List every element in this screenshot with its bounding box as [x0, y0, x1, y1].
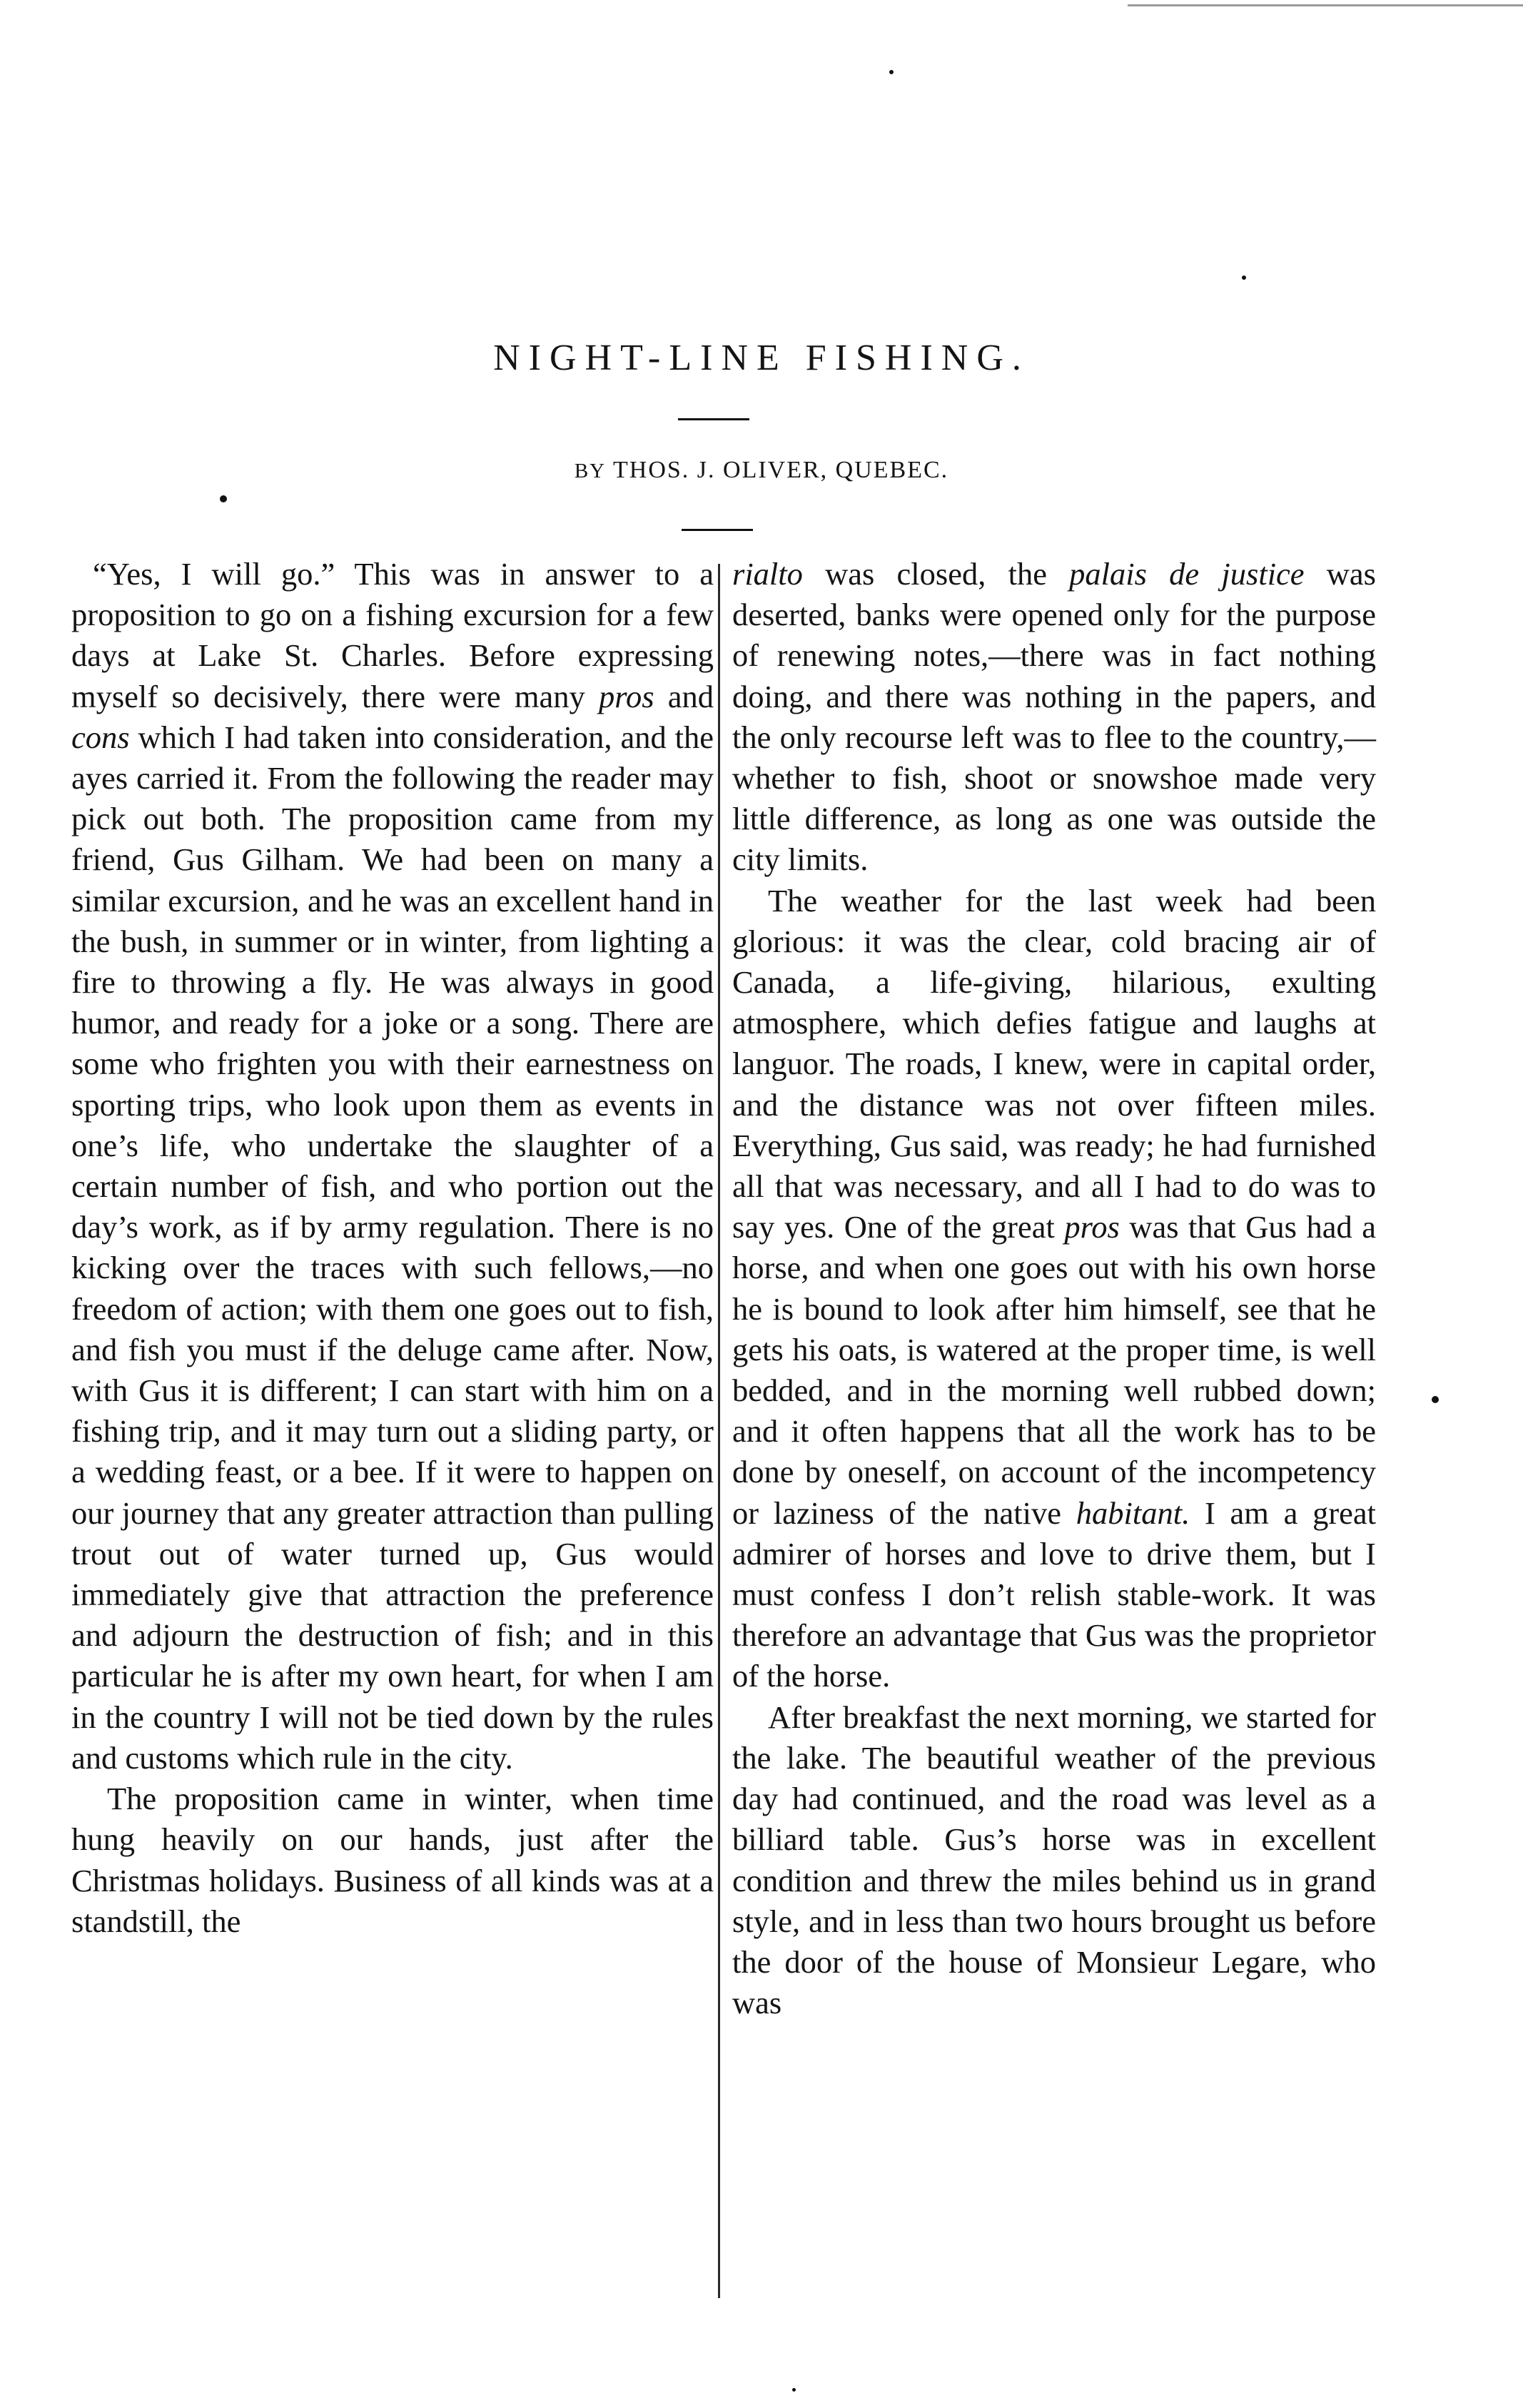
text-run: was closed, the: [825, 556, 1047, 592]
byline-prefix: BY: [574, 460, 607, 482]
paragraph: [71, 554, 714, 1779]
italic-term: habitant.: [1076, 1494, 1190, 1531]
left-column: [71, 554, 714, 1942]
byline: [0, 457, 1523, 484]
text-run: “Yes, I will go.” This was in answer to a proposition to go on a fishing excursion for a few days at Lake St. Charles. Before expressing myself so decisively, there were many: [71, 556, 714, 714]
text-run: was deserted, banks were opened only for the purpose of renewing notes,—there was in fact nothing doing, and there was nothing in the papers, and the only recourse left was to flee to the country,—whether to fish, shoot or snowshoe made very little difference, as long as one was outside the city limits.: [732, 556, 1376, 878]
text-run: was that Gus had a horse, and when one goes out with his own horse he is bound to look after him himself, see that he gets his oats, is watered at the proper time, is well bedded, and in the morning well rubbed down; and it often happens that all the work has to be done by oneself, on account of the incompetency or laziness of the native: [732, 1209, 1377, 1531]
print-speck: [889, 70, 894, 74]
top-edge-rule: [1128, 4, 1523, 6]
print-speck: [792, 2388, 796, 2392]
italic-term: rialto: [732, 556, 803, 592]
title-rule: [678, 418, 749, 420]
byline-rule: [682, 529, 753, 531]
text-run: I am a great admirer of horses and love to drive them, but I must confess I don’t relish stable-work. It was therefore an advantage that Gus was the proprietor of the horse.: [732, 1494, 1377, 1694]
print-speck: [1432, 1396, 1439, 1403]
print-speck: [220, 495, 227, 502]
text-run: The weather for the last week had been glorious: it was the clear, cold bracing air of Canada, a life-giving, hilarious, exulting atmosphere, which defies fatigue and laughs at languor. The roads, I knew, were in capital order, and the distance was not over fifteen miles. Everything, Gus said, was ready; he had furnished all that was necessary, and all I had to do was to say yes. One of the great: [732, 882, 1376, 1245]
right-column: [732, 554, 1376, 2023]
column-divider: [718, 564, 720, 2298]
text-run: and: [667, 678, 714, 714]
italic-term: pros: [599, 678, 654, 714]
print-speck: [1242, 275, 1246, 280]
article-title: NIGHT-LINE FISHING.: [493, 338, 1030, 378]
paragraph: [732, 881, 1376, 1697]
paragraph: After breakfast the next morning, we started for the lake. The beautiful weather of the previous day had continued, and the road was level as a billiard table. Gus’s horse was in excellent condition and threw the miles behind us in grand style, and in less than two hours brought us before the door of the house of Monsieur Legare, who was: [732, 1699, 1376, 2021]
byline-author: THOS. J. OLIVER, QUEBEC.: [613, 457, 949, 483]
italic-term: cons: [71, 719, 130, 755]
paragraph: The proposition came in winter, when time hung heavily on our hands, just after the Christmas holidays. Business of all kinds was at a standstill, the: [71, 1781, 714, 1939]
italic-term: pros: [1064, 1209, 1120, 1245]
italic-term: palais de justice: [1069, 556, 1305, 592]
paragraph: [732, 554, 1376, 881]
text-run: which I had taken into consideration, and the ayes carried it. From the following the reader may pick out both. The proposition came from my friend, Gus Gilham. We had been on many a similar excursion, and he was an excellent hand in the bush, in summer or in winter, from lighting a fire to throwing a fly. He was always in good humor, and ready for a joke or a song. There are some who frighten you with their earnestness on sporting trips, who look upon them as events in one’s life, who undertake the slaughter of a certain number of fish, and who portion out the day’s work, as if by army regulation. There is no kicking over the traces with such fellows,—no freedom of action; with them one goes out to fish, and fish you must if the deluge came after. Now, with Gus it is different; I can start with him on a fishing trip, and it may turn out a sliding party, or a wedding feast, or a bee. If it were to happen on our journey that any greater attraction than pulling trout out of water turned up, Gus would immediately give that attraction the preference and adjourn the destruction of fish; and in this particular he is after my own heart, for when I am in the country I will not be tied down by the rules and customs which rule in the city.: [71, 719, 714, 1776]
